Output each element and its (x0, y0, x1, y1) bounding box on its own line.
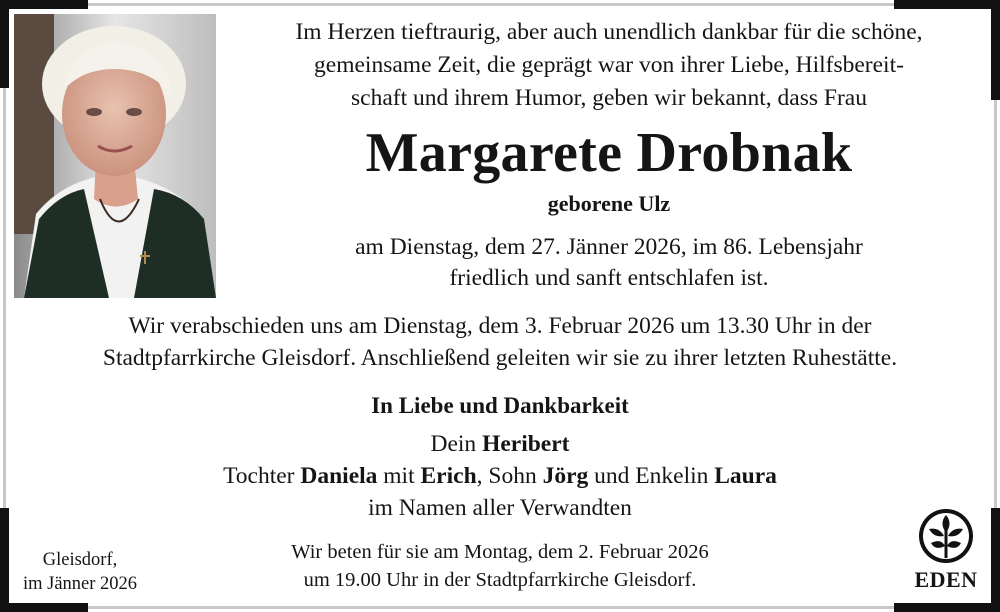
death-line-1: am Dienstag, dem 27. Jänner 2026, im 86. Lebensjahr (355, 234, 863, 260)
logo-word: EDEN (914, 567, 978, 592)
prayer-line-1: Wir beten für sie am Montag, dem 2. Februar 2026 (291, 541, 709, 563)
intro-line-1: Im Herzen tieftraurig, aber auch unendlich dankbar für die schöne, (295, 19, 923, 45)
frame-top-right (894, 0, 1000, 9)
frame-bottom-right (894, 603, 1000, 612)
dein-text: Dein (430, 431, 477, 457)
frame-bottom-left (0, 603, 88, 612)
tochter-text: Tochter (223, 463, 295, 489)
family-line-1 (0, 428, 1000, 460)
death-line-2: friedlich und sanft entschlafen ist. (449, 265, 769, 291)
farewell-line-1: Wir verabschieden uns am Dienstag, dem 3. Februar 2026 um 13.30 Uhr in der (128, 313, 872, 339)
portrait-photo (14, 14, 216, 298)
place-date (6, 548, 154, 596)
death-notice (218, 232, 1000, 294)
son-name: Jörg (542, 463, 589, 489)
eden-logo (902, 505, 990, 601)
farewell-text (0, 310, 1000, 374)
grandchild-name: Laura (714, 463, 777, 489)
farewell-line-2: Stadtpfarrkirche Gleisdorf. Anschließend geleiten wir sie zu ihrer letzten Ruhestätte. (102, 345, 898, 371)
son-in-law-name: Erich (420, 463, 477, 489)
frame-top-line (88, 3, 894, 6)
und-enkelin-text: und Enkelin (594, 463, 709, 489)
prayer-line-2: um 19.00 Uhr in der Stadtpfarrkirche Gleisdorf. (303, 569, 697, 591)
mit-text: mit (383, 463, 415, 489)
birth-name: geborene Ulz (547, 191, 671, 216)
deceased-name: Margarete Drobnak (365, 122, 853, 184)
closing-heading: In Liebe und Dankbarkeit (371, 393, 629, 418)
relatives-line: im Namen aller Verwandten (368, 495, 632, 521)
family-signatures (0, 428, 1000, 524)
intro-line-3: schaft und ihrem Humor, geben wir bekannt, dass Frau (351, 85, 867, 111)
place-line-2: im Jänner 2026 (22, 574, 138, 594)
husband-name: Heribert (482, 431, 570, 457)
frame-bottom-line (88, 606, 894, 609)
intro-line-2: gemeinsame Zeit, die geprägt war von ihrer Liebe, Hilfsbereit- (314, 52, 904, 78)
daughter-name: Daniela (300, 463, 378, 489)
frame-top-left-vertical (0, 0, 9, 88)
family-line-2: Tochter Daniela mit Erich, Sohn Jörg und Enkelin Laura (223, 463, 777, 489)
frame-top-left (0, 0, 88, 9)
prayer-notice (200, 538, 800, 594)
place-line-1: Gleisdorf, (42, 550, 118, 570)
leaf-emblem-icon (917, 507, 975, 565)
intro-text (218, 16, 1000, 115)
sohn-text: Sohn (488, 463, 537, 489)
